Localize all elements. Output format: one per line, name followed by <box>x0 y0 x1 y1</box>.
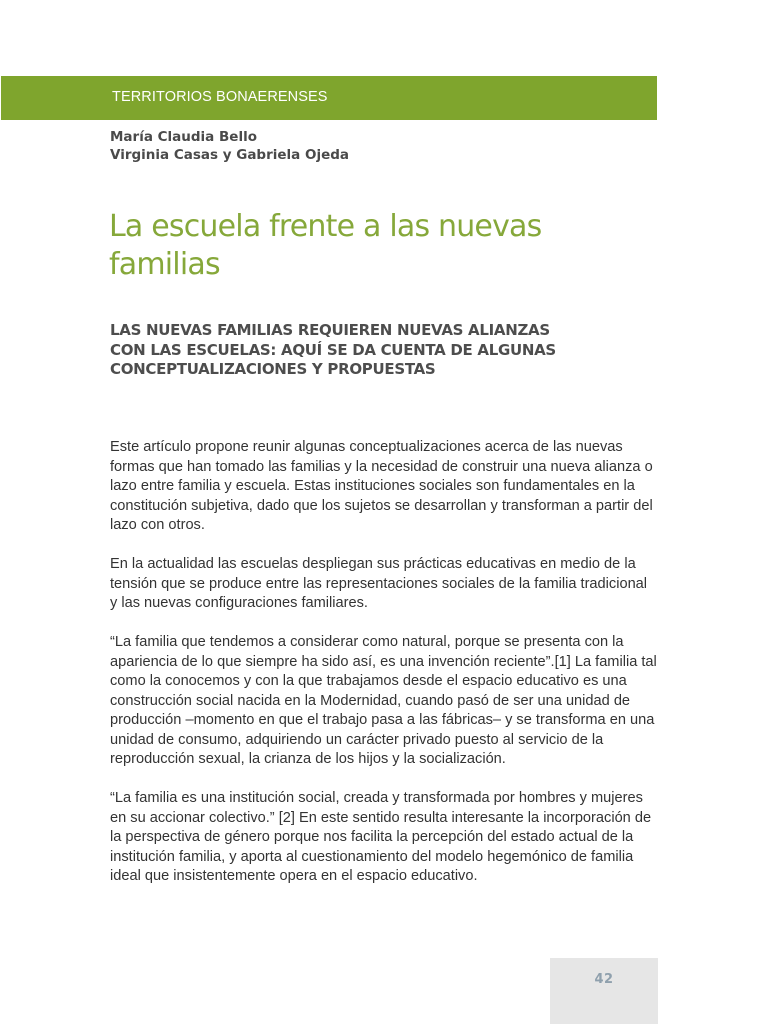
section-header-bar <box>1 76 657 120</box>
section-label: TERRITORIOS BONAERENSES <box>112 89 328 105</box>
article-body <box>110 438 658 906</box>
page-number: 42 <box>594 972 614 987</box>
page-number-box <box>550 958 658 1024</box>
authors-block <box>110 128 349 164</box>
article-subtitle: LAS NUEVAS FAMILIAS REQUIEREN NUEVAS ALIANZAS CON LAS ESCUELAS: AQUÍ SE DA CUENTA DE ALGUNAS CONCEPTUALIZACIONES Y PROPUESTAS <box>110 321 556 378</box>
body-paragraph: En la actualidad las escuelas despliegan sus prácticas educativas en medio de la tensión que se produce entre las representaciones sociales de la familia tradicional y las nuevas configuraciones familiares. <box>110 556 648 611</box>
body-paragraph: “La familia que tendemos a considerar como natural, porque se presenta con la apariencia de lo que siempre ha sido así, es una invención reciente”.[1] La familia tal como la conocemos y con la que trabajamos desde el espacio educativo es una construcción social nacida en la Modernidad, cuando pasó de ser una unidad de producción –momento en que el trabajo pasa a las fábricas– y se transforma en una unidad de consumo, adquiriendo un carácter privado puesto al servicio de la reproducción sexual, la crianza de los hijos y la socialización. <box>110 634 657 767</box>
article-title: La escuela frente a las nuevas familias <box>109 209 542 282</box>
author-line-2: Virginia Casas y Gabriela Ojeda <box>110 147 349 163</box>
body-paragraph: “La familia es una institución social, creada y transformada por hombres y mujeres en su accionar colectivo.” [2] En este sentido resulta interesante la incorporación de la perspectiva de género porque nos facilita la percepción del estado actual de la institución familia, y aporta al cuestionamiento del modelo hegemónico de familia ideal que insistentemente opera en el espacio educativo. <box>110 790 652 884</box>
author-line-1: María Claudia Bello <box>110 129 257 145</box>
body-paragraph: Este artículo propone reunir algunas conceptualizaciones acerca de las nuevas formas que han tomado las familias y la necesidad de construir una nueva alianza o lazo entre familia y escuela. Estas instituciones sociales son fundamentales en la constitución subjetiva, dado que los sujetos se desarrollan y transforman a partir del lazo con otros. <box>110 439 653 533</box>
